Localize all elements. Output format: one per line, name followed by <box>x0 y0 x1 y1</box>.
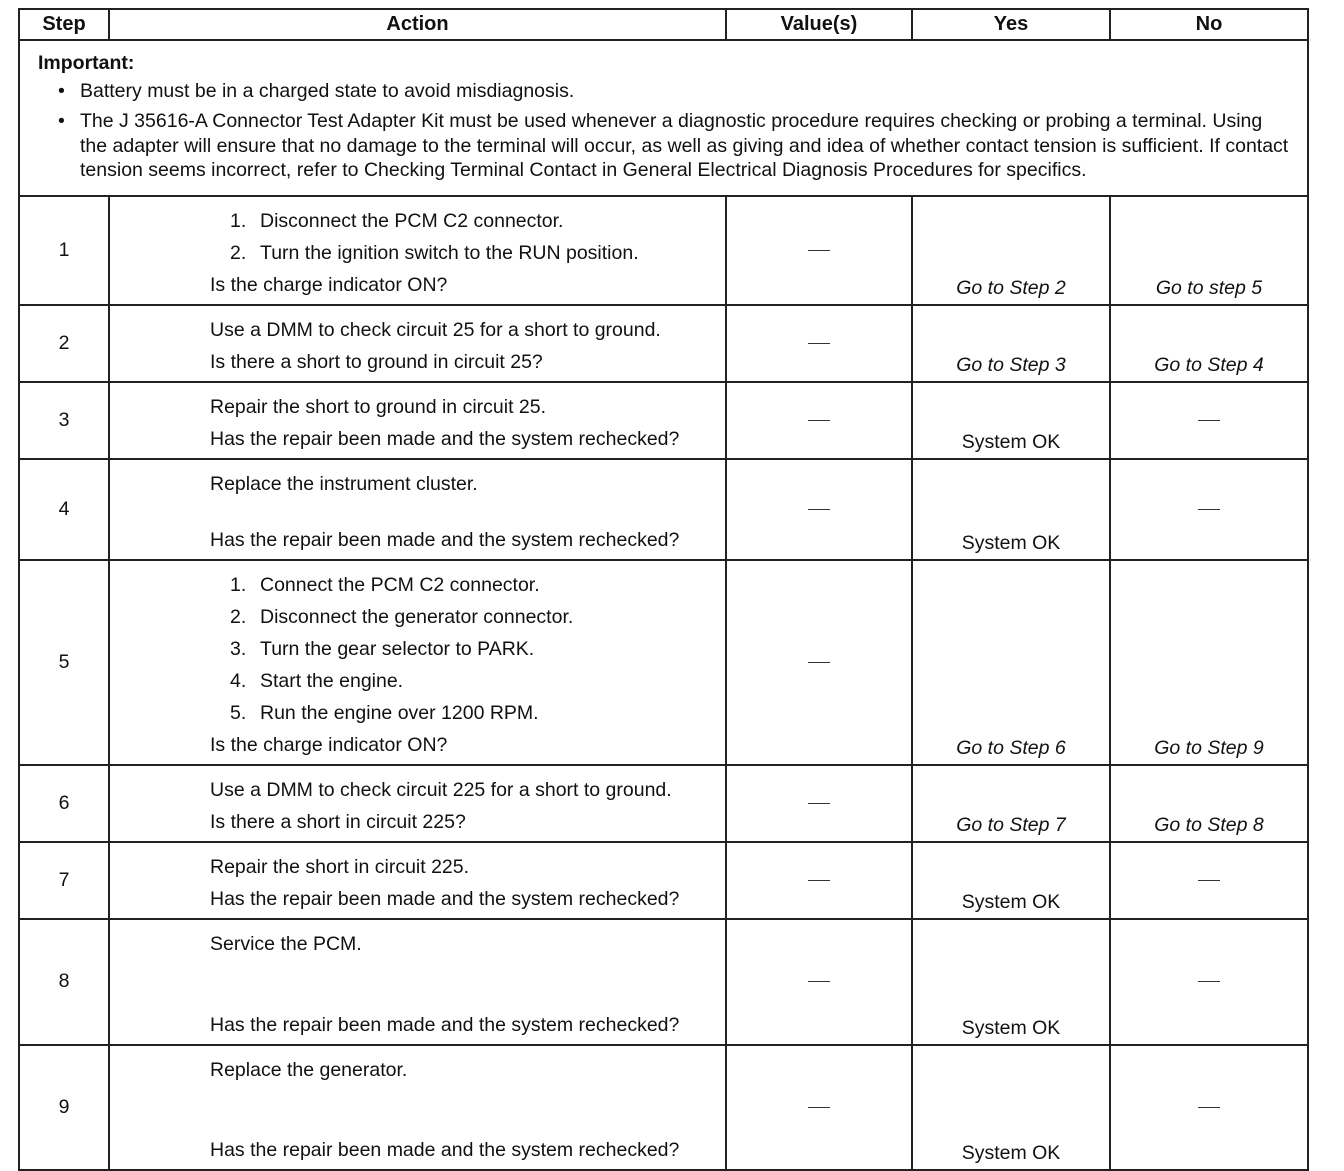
value-cell <box>726 919 912 1045</box>
dash-mark <box>808 509 830 510</box>
no-cell <box>1110 382 1308 459</box>
step-number: 6 <box>19 765 109 842</box>
yes-cell: System OK <box>912 459 1110 560</box>
action-question: Is there a short to ground in circuit 25? <box>210 350 543 373</box>
no-cell: Go to step 5 <box>1110 196 1308 305</box>
diagnostic-table <box>18 8 1309 1171</box>
dash-mark <box>1198 509 1220 510</box>
action-line: Repair the short to ground in circuit 25. <box>210 395 547 418</box>
header-row <box>19 9 1308 40</box>
table-row <box>19 382 1308 459</box>
yes-cell: Go to Step 3 <box>912 305 1110 382</box>
value-cell <box>726 459 912 560</box>
table-row <box>19 560 1308 765</box>
dash-mark <box>808 420 830 421</box>
dash-mark <box>1198 1107 1220 1108</box>
action-cell: 1. Connect the PCM C2 connector. 2. Disconnect the generator connector. 3. Turn the gear selector to PARK. 4. Start the engine. 5. Run the engine over 1200 RPM. Is the charge indicator ON? <box>109 560 726 765</box>
yes-cell: Go to Step 7 <box>912 765 1110 842</box>
value-cell <box>726 305 912 382</box>
value-cell <box>726 1045 912 1170</box>
no-cell: Go to Step 8 <box>1110 765 1308 842</box>
action-cell <box>109 459 726 560</box>
step-number: 1 <box>19 196 109 305</box>
important-bullet: • The J 35616-A Connector Test Adapter Kit must be used whenever a diagnostic procedure requires checking or probing a terminal. Using the adapter will ensure that no damage to the terminal will occur, as well as giving and idea of whether contact tension is sufficient. If contact tension seems incorrect, refer to Checking Terminal Contact in General Electrical Diagnosis Procedures for specifics. <box>38 109 1291 183</box>
value-cell <box>726 196 912 305</box>
dash-mark <box>808 880 830 881</box>
dash-mark <box>808 662 830 663</box>
table-row <box>19 842 1308 919</box>
action-question: Has the repair been made and the system rechecked? <box>210 1138 680 1161</box>
header-step: Step <box>19 9 109 40</box>
important-row <box>19 40 1308 196</box>
important-bullet: • Battery must be in a charged state to avoid misdiagnosis. <box>38 79 1291 104</box>
action-line: Replace the generator. <box>210 1058 408 1081</box>
yes-cell: Go to Step 2 <box>912 196 1110 305</box>
action-line: Replace the instrument cluster. <box>210 472 478 495</box>
action-question: Has the repair been made and the system rechecked? <box>210 427 680 450</box>
yes-cell: Go to Step 6 <box>912 560 1110 765</box>
action-substep: Turn the gear selector to PARK. <box>260 637 535 660</box>
no-cell <box>1110 919 1308 1045</box>
value-cell <box>726 765 912 842</box>
action-cell <box>109 382 726 459</box>
no-cell <box>1110 1045 1308 1170</box>
action-cell <box>109 919 726 1045</box>
yes-cell: System OK <box>912 1045 1110 1170</box>
important-title: Important: <box>38 52 135 74</box>
action-question: Is there a short in circuit 225? <box>210 810 466 833</box>
no-cell: Go to Step 4 <box>1110 305 1308 382</box>
table-row <box>19 305 1308 382</box>
action-cell <box>109 842 726 919</box>
step-number: 7 <box>19 842 109 919</box>
action-line: Repair the short in circuit 225. <box>210 855 470 878</box>
action-cell <box>109 305 726 382</box>
yes-cell: System OK <box>912 842 1110 919</box>
header-values: Value(s) <box>726 9 912 40</box>
action-line: Use a DMM to check circuit 225 for a short to ground. <box>210 778 672 801</box>
step-number: 2 <box>19 305 109 382</box>
step-number: 3 <box>19 382 109 459</box>
action-question: Is the charge indicator ON? <box>210 273 448 296</box>
action-cell <box>109 765 726 842</box>
dash-mark <box>808 803 830 804</box>
value-cell <box>726 382 912 459</box>
dash-mark <box>1198 420 1220 421</box>
header-yes: Yes <box>912 9 1110 40</box>
step-number: 4 <box>19 459 109 560</box>
important-note <box>19 40 1308 196</box>
table-row <box>19 459 1308 560</box>
table-row <box>19 765 1308 842</box>
action-substep: Connect the PCM C2 connector. <box>260 573 540 596</box>
action-question: Has the repair been made and the system rechecked? <box>210 1013 680 1036</box>
action-question: Has the repair been made and the system rechecked? <box>210 528 680 551</box>
step-number: 8 <box>19 919 109 1045</box>
no-cell <box>1110 459 1308 560</box>
action-substep: Run the engine over 1200 RPM. <box>260 701 539 724</box>
dash-mark <box>808 250 830 251</box>
dash-mark <box>1198 880 1220 881</box>
table-row <box>19 196 1308 305</box>
action-cell <box>109 1045 726 1170</box>
header-action: Action <box>109 9 726 40</box>
action-substep: Disconnect the PCM C2 connector. <box>260 209 564 232</box>
header-no: No <box>1110 9 1308 40</box>
action-cell: 1. Disconnect the PCM C2 connector. 2. Turn the ignition switch to the RUN position. Is the charge indicator ON? <box>109 196 726 305</box>
table-row <box>19 919 1308 1045</box>
action-question: Is the charge indicator ON? <box>210 733 448 756</box>
action-substep: Turn the ignition switch to the RUN position. <box>260 241 639 264</box>
action-question: Has the repair been made and the system rechecked? <box>210 887 680 910</box>
no-cell <box>1110 842 1308 919</box>
dash-mark <box>1198 981 1220 982</box>
action-substep: Disconnect the generator connector. <box>260 605 574 628</box>
no-cell: Go to Step 9 <box>1110 560 1308 765</box>
action-line: Use a DMM to check circuit 25 for a short to ground. <box>210 318 661 341</box>
action-line: Service the PCM. <box>210 932 362 955</box>
table-row <box>19 1045 1308 1170</box>
step-number: 9 <box>19 1045 109 1170</box>
dash-mark <box>808 1107 830 1108</box>
step-number: 5 <box>19 560 109 765</box>
value-cell <box>726 560 912 765</box>
dash-mark <box>808 343 830 344</box>
yes-cell: System OK <box>912 382 1110 459</box>
yes-cell: System OK <box>912 919 1110 1045</box>
dash-mark <box>808 981 830 982</box>
value-cell <box>726 842 912 919</box>
action-substep: Start the engine. <box>260 669 404 692</box>
